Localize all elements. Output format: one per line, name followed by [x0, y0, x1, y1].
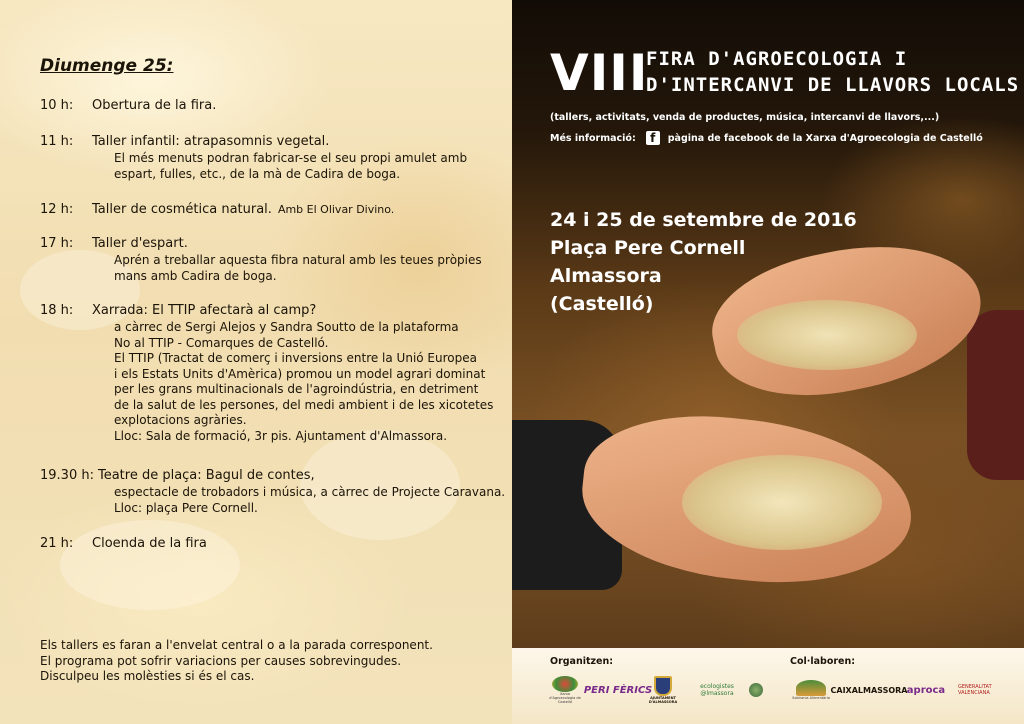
logo-ecologistes-almassora: ecologistes @lmassora [700, 683, 734, 697]
program-item [40, 98, 216, 114]
day-title: Diumenge 25: [40, 56, 174, 76]
seed-pile-lower [682, 455, 882, 550]
organizers-label: Organitzen: [550, 656, 614, 667]
event-date: 24 i 25 de setembre de 2016 [550, 209, 857, 231]
logo-caixalmassora: CAIXALMASSORA [830, 685, 908, 695]
item-time: 11 h: [40, 134, 74, 149]
sleeve-red [967, 310, 1024, 480]
item-extra: Amb El Olivar Divino. [277, 203, 395, 216]
event-town: Almassora [550, 265, 662, 287]
cover-panel [512, 0, 1024, 724]
logo-aproca: aproca [906, 684, 946, 696]
item-time: 21 h: [40, 536, 74, 551]
program-item [40, 468, 505, 516]
event-region: (Castelló) [550, 293, 654, 315]
item-description: Aprén a treballar aquesta fibra natural amb les teues pròpies mans amb Cadira de boga. [114, 253, 482, 283]
edition-number: VIII [550, 44, 649, 102]
item-title: Taller d'espart. [92, 236, 188, 251]
background-grain [60, 520, 240, 610]
item-title: Cloenda de la fira [92, 536, 207, 551]
logo-globe [748, 676, 764, 704]
program-item [40, 236, 482, 284]
sponsors-bar [512, 648, 1024, 724]
fair-title: FIRA D'AGROECOLOGIA I D'INTERCANVI DE LLAVORS LOCALS [646, 48, 1020, 96]
program-item [40, 303, 493, 444]
item-time: 12 h: [40, 202, 74, 217]
item-title: Xarrada: El TTIP afectarà al camp? [92, 303, 317, 318]
logo-generalitat-valenciana: GENERALITAT VALENCIANA [958, 684, 992, 696]
more-info-label: Més informació: [550, 132, 636, 144]
logo-sobirania-alimentaria: Sobirania Alimentària [790, 676, 832, 704]
logo-ajuntament-almassora: AJUNTAMENT D'ALMASSORA [648, 676, 678, 704]
logo-xarxa-agroecologia: Xarxa d'Agroecologia de Castelló [548, 676, 582, 704]
item-title: Teatre de plaça: Bagul de contes, [97, 468, 315, 483]
item-description: a càrrec de Sergi Alejos y Sandra Soutto de la plataforma No al TTIP - Comarques de Castelló. El TTIP (Tractat de comerç i inversions entre la Unió Europea i els Estats Units d'Amèrica) promou un model agrari dominat per les grans multinacionals de l'agroindústria, en detriment de la salut de les persones, del medi ambient i de les xicotetes explotacions agràries. Lloc: Sala de formació, 3r pis. Ajuntament d'Almassora. [114, 320, 494, 443]
facebook-icon: f [646, 131, 660, 145]
event-place: Plaça Pere Cornell [550, 237, 746, 259]
facebook-page-text: pàgina de facebook de la Xarxa d'Agroecologia de Castelló [667, 132, 983, 144]
item-description: El més menuts podran fabricar-se el seu propi amulet amb espart, fulles, etc., de la mà de Cadira de boga. [114, 151, 468, 181]
item-title: Obertura de la fira. [92, 98, 217, 113]
item-time: 17 h: [40, 236, 74, 251]
collaborators-label: Col·laboren: [790, 656, 856, 667]
item-time: 10 h: [40, 98, 74, 113]
program-item [40, 134, 467, 182]
item-time: 19.30 h: [40, 468, 94, 483]
program-item [40, 536, 207, 552]
program-footer-notes: Els tallers es faran a l'envelat central o a la parada corresponent. El programa pot sofrir variacions per causes sobrevingudes. Disculpeu les molèsties si és el cas. [40, 638, 433, 683]
fair-subtitle: (tallers, activitats, venda de productes, música, intercanvi de llavors,...) [550, 112, 940, 123]
logo-periferics: PERI FÈRICS [583, 684, 653, 696]
item-time: 18 h: [40, 303, 74, 318]
item-title: Taller infantil: atrapasomnis vegetal. [92, 134, 330, 149]
program-item [40, 202, 394, 218]
item-title: Taller de cosmética natural. [92, 202, 272, 217]
more-info-line [550, 131, 983, 145]
event-info [550, 206, 857, 318]
item-description: espectacle de trobadors i música, a càrrec de Projecte Caravana. Lloc: plaça Pere Cornell. [114, 485, 506, 515]
